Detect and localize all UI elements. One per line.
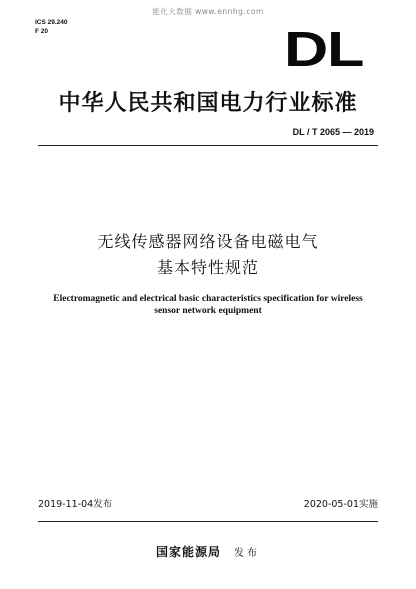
dl-logo: DL bbox=[284, 23, 364, 77]
watermark-text: 能化大数据 www.ennhg.com bbox=[152, 7, 264, 16]
issue-date: 2019-11-04发布 bbox=[38, 499, 113, 510]
publisher-name: 国家能源局 bbox=[155, 545, 221, 559]
top-divider bbox=[38, 145, 378, 146]
publisher-action: 发布 bbox=[234, 548, 261, 559]
document-title-line2: 基本特性规范 bbox=[156, 258, 259, 277]
implementation-date: 2020-05-01实施 bbox=[303, 499, 378, 510]
standard-category-title: 中华人民共和国电力行业标准 bbox=[58, 91, 358, 116]
ics-code: ICS 29.240 bbox=[35, 19, 68, 26]
document-title-line1: 无线传感器网络设备电磁电气 bbox=[97, 232, 319, 251]
ccs-code: F 20 bbox=[35, 28, 49, 35]
english-title-line1: Electromagnetic and electrical basic characteristics specification for wireless bbox=[53, 294, 363, 304]
publisher-line bbox=[0, 541, 416, 560]
english-title-line2: sensor network equipment bbox=[154, 306, 262, 316]
bottom-divider bbox=[38, 521, 378, 522]
standard-number: DL / T 2065 — 2019 bbox=[292, 127, 374, 137]
classification-codes bbox=[35, 18, 68, 36]
